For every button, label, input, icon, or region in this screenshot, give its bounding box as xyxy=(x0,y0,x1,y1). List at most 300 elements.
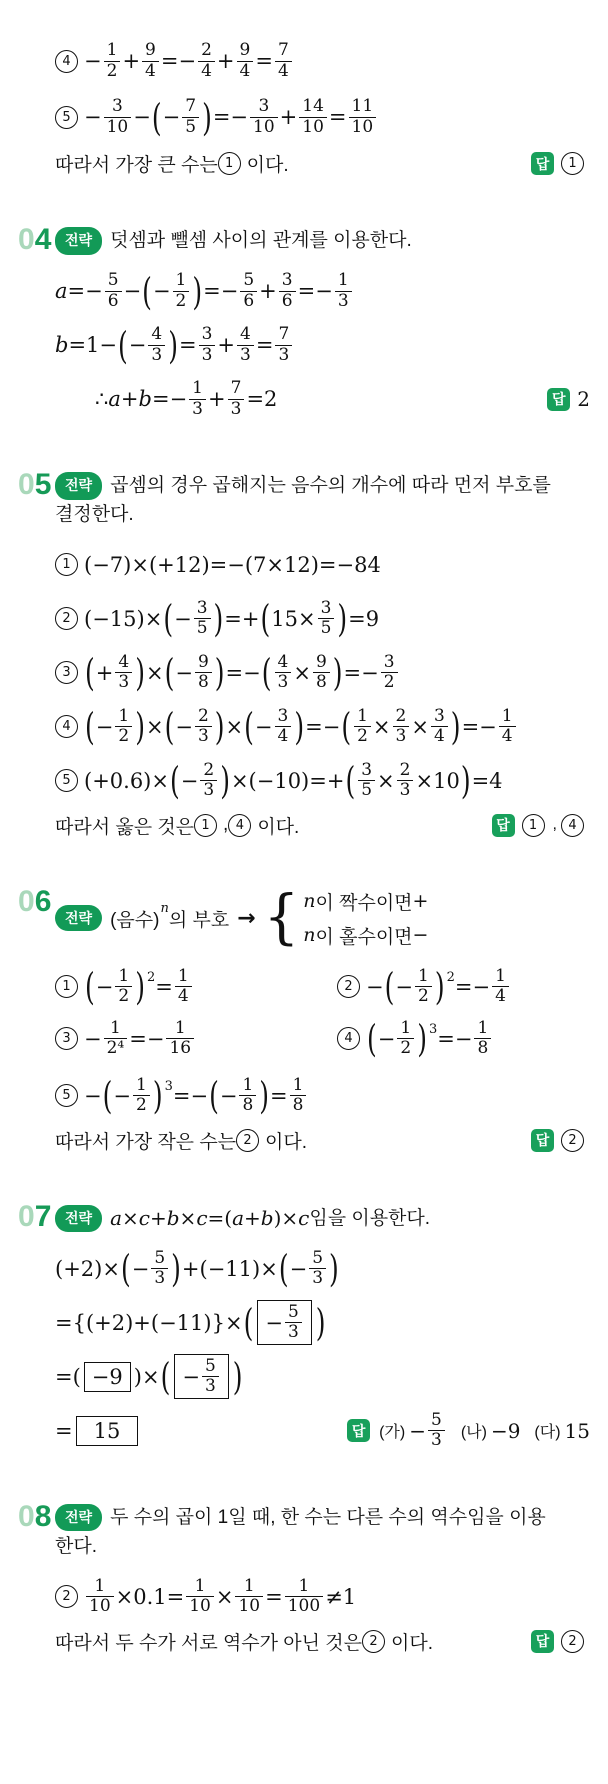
paren-glyph: ( xyxy=(261,651,272,695)
answer-value xyxy=(522,814,590,837)
strategy-text: 전략 (음수) $^n$ 의 부호 xyxy=(55,905,229,932)
math-text: + xyxy=(149,1205,167,1230)
math-variable: a xyxy=(110,1205,122,1230)
paren-glyph: ) xyxy=(213,597,224,641)
problem-number-digit: 0 xyxy=(18,884,35,918)
strategy-text-line xyxy=(55,500,590,529)
paren-glyph: ) xyxy=(192,269,203,313)
denominator: 10 xyxy=(235,1596,263,1616)
problem-number-digit: 4 xyxy=(34,223,52,256)
numerator: 3 xyxy=(277,706,289,727)
numerator: 3 xyxy=(112,96,123,117)
numerator: 1 xyxy=(118,706,130,727)
math-text: × xyxy=(225,714,244,739)
numerator: 1 xyxy=(175,270,187,291)
korean-text: 곱셈의 경우 곱해지는 음수의 개수에 따라 먼저 부호를 xyxy=(110,475,551,496)
math-text: − xyxy=(366,974,384,999)
fraction xyxy=(428,1411,445,1450)
math-line: 5 − ( − $\frac{1}{2}$ ) $^3$ =− ( − $\frac{1}{8}$ ) = $\frac{1}{8}$ xyxy=(55,1073,590,1119)
math-text: = xyxy=(178,333,197,357)
math-text: × xyxy=(122,1205,139,1230)
denominator: 2 xyxy=(354,726,371,746)
math-text: − xyxy=(95,974,114,999)
math-line xyxy=(55,38,590,84)
math-text: − xyxy=(265,1310,283,1335)
fraction xyxy=(166,1019,194,1058)
numerator: 7 xyxy=(278,324,290,345)
numerator: 11 xyxy=(351,96,374,117)
math-text: − xyxy=(162,105,181,129)
math-variable: b xyxy=(55,333,69,357)
math-text: ×10 xyxy=(415,768,460,793)
denominator: 2 xyxy=(115,986,132,1006)
paren-glyph: ( xyxy=(142,269,152,313)
problem-number-digit: 0 xyxy=(18,223,35,256)
korean-text: 임을 이용한다. xyxy=(309,1207,431,1229)
strategy-text-line xyxy=(55,1503,590,1532)
numerator: 2 xyxy=(395,706,407,727)
section-header xyxy=(18,1500,590,1562)
math-text: − xyxy=(412,924,429,947)
numerator: 1 xyxy=(94,1576,106,1597)
math-variable: c xyxy=(298,1205,310,1230)
math-text: )× xyxy=(133,1364,160,1389)
math-text: − xyxy=(174,606,192,631)
solution-section-prob05 xyxy=(18,468,590,839)
numerator: 1 xyxy=(477,1018,489,1039)
paren-glyph: ( xyxy=(209,1074,219,1118)
fraction xyxy=(285,1303,302,1342)
paren-glyph: ) xyxy=(171,1247,181,1291)
section-header xyxy=(18,1200,590,1234)
math-text: (−15)× xyxy=(84,606,163,631)
numerator: 5 xyxy=(154,1248,166,1269)
fraction xyxy=(240,271,257,310)
conclusion-text xyxy=(55,812,299,839)
answer-badge: 답 xyxy=(347,1419,370,1442)
denominator: 10 xyxy=(186,1596,214,1616)
math-line xyxy=(55,322,590,368)
korean-text: 이다. xyxy=(257,816,300,838)
fraction xyxy=(492,967,509,1006)
math-text: − xyxy=(395,974,413,999)
answer-value xyxy=(561,1630,590,1653)
fraction xyxy=(290,1076,307,1115)
fraction xyxy=(173,271,190,310)
korean-text: , xyxy=(552,816,557,834)
denominator: 5 xyxy=(318,618,335,638)
conclusion-line xyxy=(55,1127,590,1154)
fraction xyxy=(381,653,398,692)
cases-list xyxy=(303,888,428,949)
math-text: − xyxy=(219,1083,238,1108)
circled-number: 1 xyxy=(561,152,584,175)
paren-glyph: ( xyxy=(367,1017,377,1061)
problem-number-digit: 8 xyxy=(34,1499,52,1533)
denominator: 4 xyxy=(198,61,215,81)
fraction xyxy=(115,707,132,746)
math-text: ×(−10)=+ xyxy=(230,768,345,793)
strategy-badge: 전략 xyxy=(55,227,102,255)
case-line xyxy=(303,888,428,915)
math-variable: a xyxy=(108,387,121,411)
korean-text: 이 홀수이면 xyxy=(315,926,413,948)
paren-glyph: ( xyxy=(164,651,175,695)
denominator: 4 xyxy=(275,61,292,81)
korean-text: (가) xyxy=(379,1424,406,1442)
circled-number: 1 xyxy=(522,814,545,837)
circled-number: 1 xyxy=(55,553,78,576)
fraction xyxy=(115,967,132,1006)
fraction xyxy=(313,653,330,692)
paren-glyph: ( xyxy=(85,965,95,1009)
paren-glyph: ) xyxy=(214,651,225,695)
problem-number xyxy=(18,885,55,918)
fraction xyxy=(200,761,217,800)
denominator: 2 xyxy=(381,672,398,692)
math-text: − xyxy=(84,49,102,73)
fraction xyxy=(415,967,432,1006)
fraction xyxy=(250,97,278,136)
denominator: 5 xyxy=(358,780,375,800)
math-text: =9 xyxy=(348,606,380,631)
math-text: +(−11)× xyxy=(181,1256,278,1281)
answer xyxy=(531,1129,590,1152)
strategy-badge: 전략 xyxy=(55,1205,102,1233)
denominator: 3 xyxy=(285,1322,302,1342)
math-text: − xyxy=(409,1418,426,1443)
denominator: 3 xyxy=(393,726,410,746)
math-text: 2 xyxy=(577,387,590,411)
numerator: 5 xyxy=(204,1356,216,1377)
numerator: 2 xyxy=(201,40,212,61)
math-text: =( xyxy=(55,1364,81,1389)
denominator: 2 xyxy=(115,726,132,746)
numerator: 9 xyxy=(239,40,251,61)
fraction xyxy=(142,41,159,80)
fraction xyxy=(275,653,292,692)
conclusion-text xyxy=(55,1628,433,1655)
math-text: =− xyxy=(151,387,188,411)
paren-glyph: ) xyxy=(315,1301,326,1345)
fraction xyxy=(285,1577,323,1616)
problem-number-digit: 0 xyxy=(18,468,35,501)
math-expression xyxy=(95,379,277,418)
math-text: (+2)× xyxy=(55,1256,120,1281)
answer-value xyxy=(561,1129,590,1152)
strategy-text-line xyxy=(55,1203,590,1234)
math-text: − xyxy=(84,1026,102,1051)
numerator: 2 xyxy=(399,760,411,781)
fraction xyxy=(358,761,375,800)
strategy-badge: 전략 xyxy=(55,905,102,931)
numerator: 9 xyxy=(315,652,327,673)
math-text: = xyxy=(155,974,173,999)
problem-number-digit: 0 xyxy=(18,1499,35,1533)
fraction xyxy=(195,707,212,746)
korean-text: 의 부호 xyxy=(168,909,230,931)
boxed-value xyxy=(174,1354,228,1399)
math-text: × xyxy=(145,660,164,685)
korean-text: 따라서 두 수가 서로 역수가 아닌 것은 xyxy=(55,1632,362,1654)
numerator: 2 xyxy=(197,706,209,727)
numerator: 1 xyxy=(192,378,203,399)
paren-glyph: ( xyxy=(243,1301,254,1345)
answer-badge: 답 xyxy=(531,1630,554,1653)
fraction xyxy=(335,271,352,310)
conclusion-text xyxy=(55,1127,307,1154)
fraction xyxy=(239,1076,256,1115)
numerator: 2 xyxy=(203,760,215,781)
fraction xyxy=(499,707,516,746)
math-text: − xyxy=(123,279,142,303)
math-text: =+ xyxy=(224,606,260,631)
math-text: ={(+2)+(−11)}× xyxy=(55,1310,243,1335)
right-arrow-icon: → xyxy=(237,905,256,931)
numerator: 1 xyxy=(417,966,429,987)
conclusion-text xyxy=(55,150,289,177)
numerator: 1 xyxy=(135,1075,147,1096)
paren-glyph: ( xyxy=(345,759,356,803)
answer xyxy=(347,1411,590,1450)
option-cell: 2 − ( − $\frac{1}{2}$ ) $^2$ =− $\frac{1}{4}$ xyxy=(337,961,511,1013)
paren-glyph: ) xyxy=(168,323,178,367)
denominator: 3 xyxy=(228,399,245,419)
denominator: 3 xyxy=(397,780,414,800)
paren-glyph: ) xyxy=(152,1074,163,1118)
korean-text: (다) xyxy=(534,1424,561,1442)
fraction xyxy=(299,97,327,136)
paren-glyph: ( xyxy=(169,759,180,803)
numerator: 1 xyxy=(501,706,513,727)
option-cell: 4 ( − $\frac{1}{2}$ ) $^3$ =− $\frac{1}{8}$ xyxy=(337,1013,493,1065)
conclusion-line xyxy=(55,150,590,177)
circled-number: 2 xyxy=(55,607,78,630)
fraction xyxy=(431,707,448,746)
denominator: 3 xyxy=(199,345,216,365)
problem-number xyxy=(18,1500,55,1533)
math-text: + xyxy=(216,49,235,73)
math-text: − xyxy=(180,768,199,793)
math-text: =− xyxy=(212,105,249,129)
paren-glyph: ( xyxy=(151,95,162,139)
fraction xyxy=(275,707,292,746)
numerator: 3 xyxy=(281,270,293,291)
denominator: 3 xyxy=(237,345,254,365)
numerator: 9 xyxy=(145,40,156,61)
korean-text: 따라서 가장 작은 수는 xyxy=(55,1131,237,1153)
numerator: 14 xyxy=(302,96,324,117)
math-variable: a xyxy=(55,279,68,303)
math-text: =− xyxy=(225,660,261,685)
math-text: 15 xyxy=(93,1418,121,1443)
denominator: 2⁴ xyxy=(104,1038,128,1058)
answer-badge: 답 xyxy=(531,1129,554,1152)
strategy-block xyxy=(55,1200,590,1234)
circled-number: 5 xyxy=(55,1084,78,1107)
problem-number xyxy=(18,1200,55,1233)
math-text: + xyxy=(95,660,114,685)
math-text: ×0.1= xyxy=(115,1584,185,1609)
math-variable: b xyxy=(166,1205,180,1230)
answer-value xyxy=(577,387,590,411)
math-text: =1− xyxy=(68,333,118,357)
math-text: = xyxy=(255,333,274,357)
math-text: = xyxy=(265,1584,283,1609)
math-line xyxy=(55,268,590,314)
math-text: −9 xyxy=(490,1418,521,1443)
fraction xyxy=(182,97,199,136)
denominator: 2 xyxy=(397,1038,414,1058)
math-line xyxy=(55,1354,590,1400)
math-text: × xyxy=(372,714,391,739)
fraction xyxy=(393,707,410,746)
fraction xyxy=(133,1076,150,1115)
denominator: 3 xyxy=(151,1268,168,1288)
denominator: 3 xyxy=(275,345,292,365)
numerator: 7 xyxy=(230,378,242,399)
denominator: 5 xyxy=(182,117,199,137)
math-text: + xyxy=(244,1205,261,1230)
math-line xyxy=(55,650,590,696)
denominator: 2 xyxy=(173,291,190,311)
math-text: − xyxy=(84,105,102,129)
numerator: 3 xyxy=(201,324,213,345)
denominator: 3 xyxy=(335,291,352,311)
numerator: 3 xyxy=(361,760,373,781)
fraction xyxy=(104,41,121,80)
numerator: 5 xyxy=(287,1302,299,1323)
boxed-value xyxy=(257,1300,311,1345)
fraction xyxy=(474,1019,491,1058)
conclusion-line xyxy=(55,1628,590,1655)
case-line xyxy=(303,922,428,949)
answer-badge: 답 xyxy=(531,152,554,175)
math-line xyxy=(55,1574,590,1620)
math-text: − xyxy=(133,105,151,129)
fraction xyxy=(237,325,254,364)
circled-number: 3 xyxy=(55,661,78,684)
denominator: 3 xyxy=(202,1376,219,1396)
math-variable: c xyxy=(196,1205,208,1230)
fraction xyxy=(105,271,122,310)
answer xyxy=(531,152,590,175)
numerator: 4 xyxy=(151,324,163,345)
numerator: 4 xyxy=(277,652,289,673)
fraction xyxy=(148,325,165,364)
math-text: ≠1 xyxy=(325,1584,357,1609)
circled-number: 2 xyxy=(561,1129,584,1152)
answer xyxy=(531,1630,590,1653)
denominator: 4 xyxy=(275,726,292,746)
problem-number-digit: 0 xyxy=(18,1199,35,1233)
math-text: ∴ xyxy=(95,387,109,411)
denominator: 5 xyxy=(194,618,211,638)
solution-section-prob07 xyxy=(18,1200,590,1454)
conclusion-line xyxy=(55,812,590,839)
math-text: × xyxy=(411,714,429,739)
math-text: =− xyxy=(203,279,239,303)
korean-text: 이다. xyxy=(390,1632,433,1654)
math-variable: b xyxy=(260,1205,274,1230)
circled-number: 4 xyxy=(55,715,78,738)
paren-glyph: ( xyxy=(384,965,395,1009)
math-variable: c xyxy=(138,1205,150,1230)
math-text: =− xyxy=(461,714,497,739)
circled-number: 2 xyxy=(362,1630,385,1653)
korean-text: 이다. xyxy=(265,1131,308,1153)
fraction xyxy=(349,97,377,136)
paren-glyph: ) xyxy=(220,759,230,803)
math-text: + xyxy=(122,49,141,73)
paren-glyph: ( xyxy=(120,1247,131,1291)
math-text: (+0.6)× xyxy=(84,768,169,793)
denominator: 100 xyxy=(285,1596,323,1616)
math-text: =− xyxy=(454,974,491,999)
paren-glyph: ) xyxy=(135,651,145,695)
fraction xyxy=(279,271,296,310)
fraction xyxy=(186,1577,214,1616)
numerator: 5 xyxy=(312,1248,324,1269)
numerator: 4 xyxy=(240,324,251,345)
numerator: 1 xyxy=(495,966,506,987)
solutions xyxy=(18,38,590,1655)
paren-glyph: ( xyxy=(85,651,95,695)
denominator: 3 xyxy=(428,1430,445,1450)
circled-number: 2 xyxy=(561,1630,584,1653)
paren-glyph: ) xyxy=(460,759,471,803)
denominator: 6 xyxy=(279,291,296,311)
numerator: 1 xyxy=(194,1576,206,1597)
math-line xyxy=(55,1246,590,1292)
math-text: (−7)×(+12)=−(7×12)=−84 xyxy=(84,552,381,577)
math-text: + xyxy=(259,279,277,303)
options-row xyxy=(55,1013,590,1065)
math-text: + xyxy=(208,387,226,411)
numerator: 5 xyxy=(430,1410,442,1431)
solution-section-prob08 xyxy=(18,1500,590,1655)
math-text: − xyxy=(377,1026,396,1051)
math-text: + xyxy=(217,333,236,357)
fraction xyxy=(228,379,245,418)
paren-glyph: ( xyxy=(164,705,175,749)
math-text: − xyxy=(95,714,114,739)
circled-number: 4 xyxy=(337,1027,360,1050)
fraction xyxy=(397,761,414,800)
korean-text: 두 수의 곱이 1일 때, 한 수는 다른 수의 역수임을 이용 xyxy=(110,1506,546,1528)
strategy-text-line xyxy=(55,1532,590,1561)
math-text: =− xyxy=(67,279,103,303)
fraction xyxy=(354,707,371,746)
math-text: × xyxy=(293,660,311,685)
solution-section-prob06 xyxy=(18,885,590,1154)
numerator: 4 xyxy=(118,652,130,673)
numerator: 1 xyxy=(292,1075,304,1096)
strategy-block xyxy=(55,223,590,255)
strategy-block xyxy=(55,1500,590,1562)
numerator: 1 xyxy=(357,706,368,727)
korean-text: (음수) xyxy=(110,909,160,931)
strategy-badge: 전략 xyxy=(55,1504,102,1532)
math-text: =− xyxy=(160,49,197,73)
math-text: 15 xyxy=(564,1418,590,1443)
paren-glyph: ) xyxy=(434,965,445,1009)
math-line xyxy=(55,758,590,804)
math-text: =− xyxy=(172,1083,209,1108)
math-variable: b xyxy=(138,387,152,411)
numerator: 7 xyxy=(185,96,197,117)
section-header xyxy=(18,883,590,952)
